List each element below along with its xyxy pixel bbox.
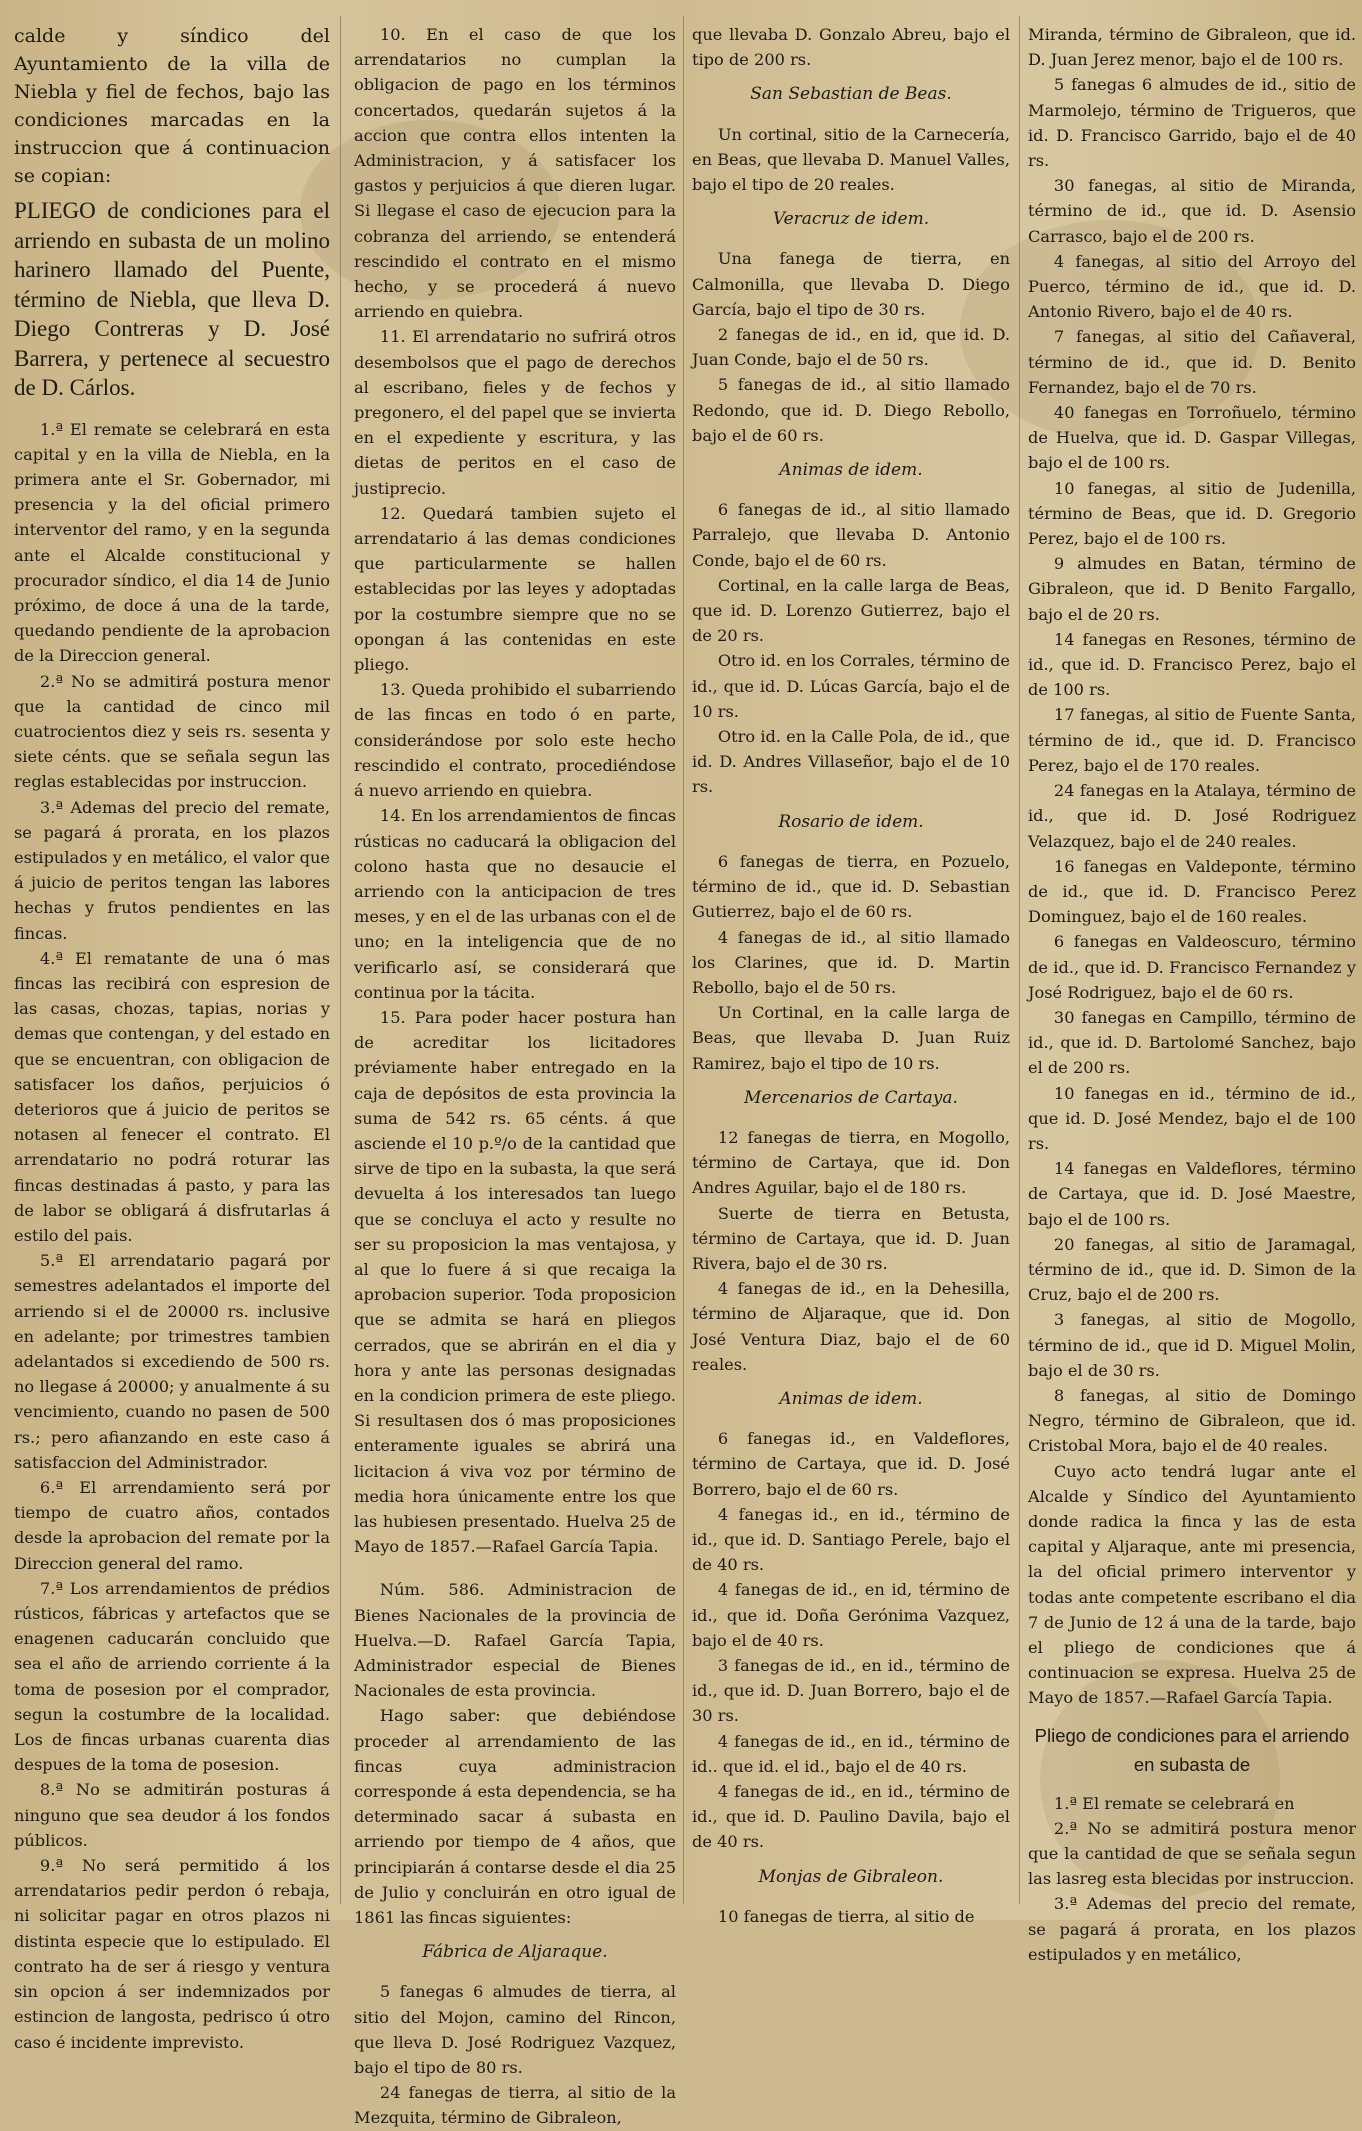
section-heading: Monjas de Gibraleon.	[758, 1866, 944, 1887]
property-item: 2 fanegas de id., en id, que id. D. Juan Conde, bajo el de 50 rs.	[692, 325, 1010, 370]
column-1	[14, 22, 330, 2052]
property-item: 5 fanegas 6 almudes de tierra, al sitio del Mojon, camino del Rincon, que lleva D. José Rodriguez Vazquez, bajo el tipo de 80 rs.	[354, 1982, 676, 2078]
column-3	[692, 22, 1010, 1926]
condition-paragraph: 5.ª El arrendatario pagará por semestres adelantados el importe del arriendo si el de 20000 rs. inclusive en adelante; por trimestres tambien adelantados si excediendo de 500 rs. no llegase á 20000; y anualmente á su vencimiento, cuando no pasen de 500 rs.; pero afianzando en este caso á satisfaccion del Administrador.	[14, 1251, 330, 1472]
property-item: 3 fanegas, al sitio de Mogollo, término de id., que id D. Miguel Molin, bajo el de 30 rs.	[1028, 1310, 1356, 1380]
condition-paragraph: 3.ª Ademas del precio del remate, se pagará á prorata, en los plazos estipulados y en metálico,	[1028, 1894, 1356, 1964]
property-item: 6 fanegas en Valdeoscuro, término de id., que id. D. Francisco Fernandez y José Rodriguez, bajo el de 60 rs.	[1028, 932, 1356, 1002]
condition-paragraph: 10. En el caso de que los arrendatarios no cumplan la obligacion de pago en los términos concertados, quedarán sujetos á la accion que contra ellos intenten la Administracion, y á satisfacer los gastos y perjuicios á que dieren lugar. Si llegase el caso de ejecucion para la cobranza del arriendo, se entenderá rescindido el contrato en el mismo hecho, y se procederá á nuevo arriendo en quiebra.	[354, 25, 676, 322]
property-item: Otro id. en los Corrales, término de id., que id. D. Lúcas García, bajo el de 10 rs.	[692, 651, 1010, 721]
property-item: 4 fanegas de id., en id., término de id., que id. D. Paulino Davila, bajo el de 40 rs.	[692, 1782, 1010, 1852]
property-item: 40 fanegas en Torroñuelo, término de Huelva, que id. D. Gaspar Villegas, bajo el de 100 rs.	[1028, 403, 1356, 473]
property-item: 10 fanegas de tierra, al sitio de	[717, 1906, 975, 1926]
pliego-title: PLIEGO de condiciones para el arriendo en subasta de un molino harinero llamado del Puente, término de Niebla, que lleva D. Diego Contreras y D. José Barrera, y pertenece al secuestro de D. Cárlos.	[14, 198, 330, 400]
condition-paragraph: 3.ª Ademas del precio del remate, se pagará á prorata, en los plazos estipulados y en metálico, el valor que á juicio de peritos tengan las labores hechas y frutos pendientes en las fincas.	[14, 797, 330, 943]
condition-paragraph: 9.ª No será permitido á los arrendatarios pedir perdon ó rebaja, ni solicitar pagar en otros plazos ni distinta especie que lo estipulado. El contrato ha de ser á riesgo y ventura sin opcion á ser indemnizados por estincion de langosta, pedrisco ú otro caso é incidente imprevisto.	[14, 1856, 330, 2052]
property-item: 8 fanegas, al sitio de Domingo Negro, término de Gibraleon, que id. Cristobal Mora, bajo el de 40 reales.	[1028, 1385, 1356, 1456]
condition-paragraph: 12. Quedará tambien sujeto el arrendatario á las demas condiciones que particularmente se hallen establecidas por las leyes y adoptadas por la costumbre siempre que no se opongan á las contenidas en este pliego.	[354, 503, 676, 675]
property-item: 5 fanegas 6 almudes de id., sitio de Marmolejo, término de Trigueros, que id. D. Francisco Garrido, bajo el de 40 rs.	[1028, 75, 1356, 171]
property-item: 9 almudes en Batan, término de Gibraleon, que id. D Benito Fargallo, bajo el de 20 rs.	[1028, 554, 1356, 624]
property-item: Un cortinal, sitio de la Carnecería, en Beas, que llevaba D. Manuel Valles, bajo el tipo de 20 reales.	[692, 124, 1010, 195]
property-list	[1028, 72, 1356, 1458]
property-item: Cortinal, en la calle larga de Beas, que id. D. Lorenzo Gutierrez, bajo el de 20 rs.	[692, 575, 1010, 646]
notice-body: Hago saber: que debiéndose proceder al arrendamiento de las fincas cuya administracion corresponde á esta dependencia, se ha determinado sacar á subasta en arriendo por tiempo de 4 años, que principiarán á contarse desde el dia 25 de Julio y concluirán en otro igual de 1861 las fincas siguientes:	[354, 1706, 676, 1928]
section-heading: Animas de idem.	[779, 1388, 923, 1409]
property-item: 24 fanegas de tierra, al sitio de la Mezquita, término de Gibraleon,	[354, 2083, 676, 2128]
section-heading: Veracruz de idem.	[772, 209, 930, 230]
property-item: que llevaba D. Gonzalo Abreu, bajo el tipo de 200 rs.	[692, 25, 1010, 70]
condition-paragraph: 1.ª El remate se celebrará en	[1053, 1793, 1295, 1813]
section-heading: Mercenarios de Cartaya.	[744, 1087, 958, 1108]
section-heading: Rosario de idem.	[778, 811, 924, 832]
condition-paragraph: 8.ª No se admitirán posturas á ninguno que sea deudor á los fondos públicos.	[14, 1780, 330, 1850]
condition-paragraph: 2.ª No se admitirá postura menor que la cantidad de que se señala segun las lasreg esta blecidas por instruccion.	[1028, 1818, 1356, 1889]
intro-text: calde y síndico del Ayuntamiento de la villa de Niebla y fiel de fechos, bajo las condiciones marcadas en la instruccion que á continuacion se copian:	[14, 25, 330, 187]
property-item: 5 fanegas de id., al sitio llamado Redondo, que id. D. Diego Rebollo, bajo el de 60 rs.	[692, 375, 1010, 445]
column-rule	[683, 16, 684, 1904]
property-sections	[692, 82, 1010, 1929]
property-item: 6 fanegas de tierra, en Pozuelo, término de id., que id. D. Sebastian Gutierrez, bajo el de 60 rs.	[692, 851, 1010, 922]
column-4	[1028, 22, 1356, 1964]
property-item: 17 fanegas, al sitio de Fuente Santa, término de id., que id. D. Francisco Perez, bajo el de 170 reales.	[1028, 705, 1356, 775]
property-item: 14 fanegas en Valdeflores, término de Cartaya, que id. D. José Maestre, bajo el de 100 rs.	[1028, 1159, 1356, 1229]
section-heading: Fábrica de Aljaraque.	[422, 1942, 608, 1963]
property-item: 16 fanegas en Valdeponte, término de id., que id. D. Francisco Perez Dominguez, bajo el de 160 reales.	[1028, 856, 1356, 927]
condition-paragraph: 4.ª El rematante de una ó mas fincas las recibirá con espresion de las casas, chozas, tapias, norias y demas que contengan, y del estado en que se encuentran, con obligacion de satisfacer los daños, perjuicios ó deterioros que á juicio de peritos se notasen al fenecer el contrato. El arrendatario no podrá roturar las fincas destinadas á pasto, y para las de labor se obligará á disfrutarlas á estilo del pais.	[14, 948, 330, 1245]
property-item: 7 fanegas, al sitio del Cañaveral, término de id., que id. D. Benito Fernandez, bajo el de 70 rs.	[1028, 327, 1356, 397]
property-item: 4 fanegas id., en id., término de id., que id. D. Santiago Perele, bajo el de 40 rs.	[692, 1504, 1010, 1575]
property-item: 20 fanegas, al sitio de Jaramagal, término de id., que id. D. Simon de la Cruz, bajo el de 200 rs.	[1028, 1234, 1356, 1305]
property-item: 12 fanegas de tierra, en Mogollo, término de Cartaya, que id. Don Andres Aguilar, bajo el de 180 rs.	[692, 1127, 1010, 1198]
property-item: Suerte de tierra en Betusta, término de Cartaya, que id. D. Juan Rivera, bajo el de 30 rs.	[692, 1203, 1010, 1273]
notice-heading: Núm. 586. Administracion de Bienes Nacionales de la provincia de Huelva.—D. Rafael García Tapia, Administrador especial de Bienes Nacionales de esta provincia.	[354, 1580, 676, 1701]
condition-paragraph: 6.ª El arrendamiento será por tiempo de cuatro años, contados desde la aprobacion del remate por la Direccion general del ramo.	[14, 1478, 330, 1573]
condition-paragraph: 13. Queda prohibido el subarriendo de las fincas en todo ó en parte, considerándose por solo este hecho rescindido el contrato, procediéndose á nuevo arriendo en quiebra.	[354, 680, 676, 801]
property-item: 14 fanegas en Resones, término de id., que id. D. Francisco Perez, bajo el de 100 rs.	[1028, 629, 1356, 700]
condition-paragraph: 1.ª El remate se celebrará en esta capital y en la villa de Niebla, en la primera ante el Sr. Gobernador, mi presencia y la del oficial primero interventor del ramo, y en la segunda ante el Alcalde constitucional y procurador síndico, el dia 14 de Junio próximo, de doce á una de la tarde, quedando pendiente de la aprobacion de la Direccion general.	[14, 419, 330, 666]
property-item: Una fanega de tierra, en Calmonilla, que llevaba D. Diego García, bajo el tipo de 30 rs.	[692, 249, 1010, 319]
condition-paragraph: 15. Para poder hacer postura han de acreditar los licitadores préviamente haber entregado en la caja de depósitos de esta provincia la suma de 542 rs. 65 cénts. á que asciende el 10 p.º/o de la cantidad que sirve de tipo en la subasta, la que será devuelta á los interesados tan luego que se concluya el acto y resulte no ser su proposicion la mas ventajosa, y al que lo fuere á si que recaiga la aprobacion superior. Toda proposicion que se admita se hará en pliegos cerrados, que se abrirán en el dia y hora y ante las personas designadas en la condicion primera de este pliego. Si resultasen dos ó mas proposiciones enteramente iguales se abrirá una licitacion á viva voz por término de media hora únicamente entre los que las hubiesen presentado. Huelva 25 de Mayo de 1857.—Rafael García Tapia.	[354, 1007, 676, 1557]
property-item: 6 fanegas de id., al sitio llamado Parralejo, que llevaba D. Antonio Conde, bajo el de 60 rs.	[692, 500, 1010, 570]
property-item: 4 fanegas de id., al sitio llamado los Clarines, que id. D. Martin Rebollo, bajo el de 50 rs.	[692, 927, 1010, 997]
property-item: 10 fanegas, al sitio de Judenilla, término de Beas, que id. D. Gregorio Perez, bajo el de 100 rs.	[1028, 478, 1356, 549]
condition-paragraph: 14. En los arrendamientos de fincas rústicas no caducará la obligacion del colono hasta que no desaucie el arriendo con la anticipacion de tres meses, y en el de las urbanas con el de uno; en la inteligencia que de no verificarlo así, se considerará que continua por la tácita.	[354, 806, 676, 1002]
closing-paragraph: Cuyo acto tendrá lugar ante el Alcalde y Síndico del Ayuntamiento donde radica la finca y las de esta capital y Aljaraque, ante mi presencia, la del oficial primero interventor y todas ante competente escribano el dia 7 de Junio de 12 á una de la tarde, bajo el pliego de condiciones que á continuacion se expresa. Huelva 25 de Mayo de 1857.—Rafael García Tapia.	[1028, 1461, 1356, 1708]
property-item: Miranda, término de Gibraleon, que id. D. Juan Jerez menor, bajo el de 100 rs.	[1028, 25, 1356, 70]
condition-paragraph: 2.ª No se admitirá postura menor que la cantidad de cinco mil cuatrocientos diez y seis rs. sesenta y siete cénts. que se señala segun las reglas establecidas por instruccion.	[14, 671, 330, 792]
condition-paragraph: 7.ª Los arrendamientos de prédios rústicos, fábricas y artefactos que se enagenen caducarán concluido que sea el año de arriendo corriente á la toma de posesion por el comprador, segun la costumbre de la localidad. Los de fincas urbanas cuarenta dias despues de la toma de posesion.	[14, 1578, 330, 1775]
section-heading: Animas de idem.	[779, 460, 923, 481]
property-item: 30 fanegas en Campillo, término de id., que id. D. Bartolomé Sanchez, bajo el de 200 rs.	[1028, 1007, 1356, 1078]
pliego-title-2: Pliego de condiciones para el arriendo en subasta de	[1034, 1724, 1350, 1775]
condition-paragraph: 11. El arrendatario no sufrirá otros desembolsos que el pago de derechos al escribano, fieles y de fechos y pregonero, el del papel que se invierta en el expediente y escritura, y las dietas de peritos en el caso de justiprecio.	[354, 327, 676, 498]
property-item: 4 fanegas de id., en la Dehesilla, término de Aljaraque, que id. Don José Ventura Diaz, bajo el de 60 reales.	[692, 1279, 1010, 1374]
column-rule	[340, 16, 341, 1904]
property-item: 4 fanegas de id., en id, término de id., que id. Doña Gerónima Vazquez, bajo el de 40 rs.	[692, 1580, 1010, 1650]
property-item: 4 fanegas de id., en id., término de id.. que id. el id., bajo el de 40 rs.	[692, 1731, 1010, 1776]
section-heading: San Sebastian de Beas.	[750, 84, 952, 105]
column-rule	[1019, 16, 1020, 1904]
property-item: 4 fanegas, al sitio del Arroyo del Puerco, término de id., que id. D. Antonio Rivero, bajo el de 40 rs.	[1028, 251, 1356, 322]
property-item: 10 fanegas en id., término de id., que id. D. José Mendez, bajo el de 100 rs.	[1028, 1083, 1356, 1153]
property-item: 6 fanegas id., en Valdeflores, término de Cartaya, que id. D. José Borrero, bajo el de 60 rs.	[692, 1429, 1010, 1499]
property-item: 30 fanegas, al sitio de Miranda, término de id., que id. D. Asensio Carrasco, bajo el de 200 rs.	[1028, 176, 1356, 246]
property-item: 3 fanegas de id., en id., término de id., que id. D. Juan Borrero, bajo el de 30 rs.	[692, 1655, 1010, 1726]
property-item: Otro id. en la Calle Pola, de id., que id. D. Andres Villaseñor, bajo el de 10 rs.	[692, 727, 1010, 797]
property-item: 24 fanegas en la Atalaya, término de id., que id. D. José Rodriguez Velazquez, bajo el de 240 reales.	[1028, 781, 1356, 851]
property-item: Un Cortinal, en la calle larga de Beas, que llevaba D. Juan Ruiz Ramirez, bajo el tipo de 10 rs.	[692, 1003, 1010, 1073]
column-2	[354, 22, 676, 2128]
condition-list	[1028, 1791, 1356, 1967]
